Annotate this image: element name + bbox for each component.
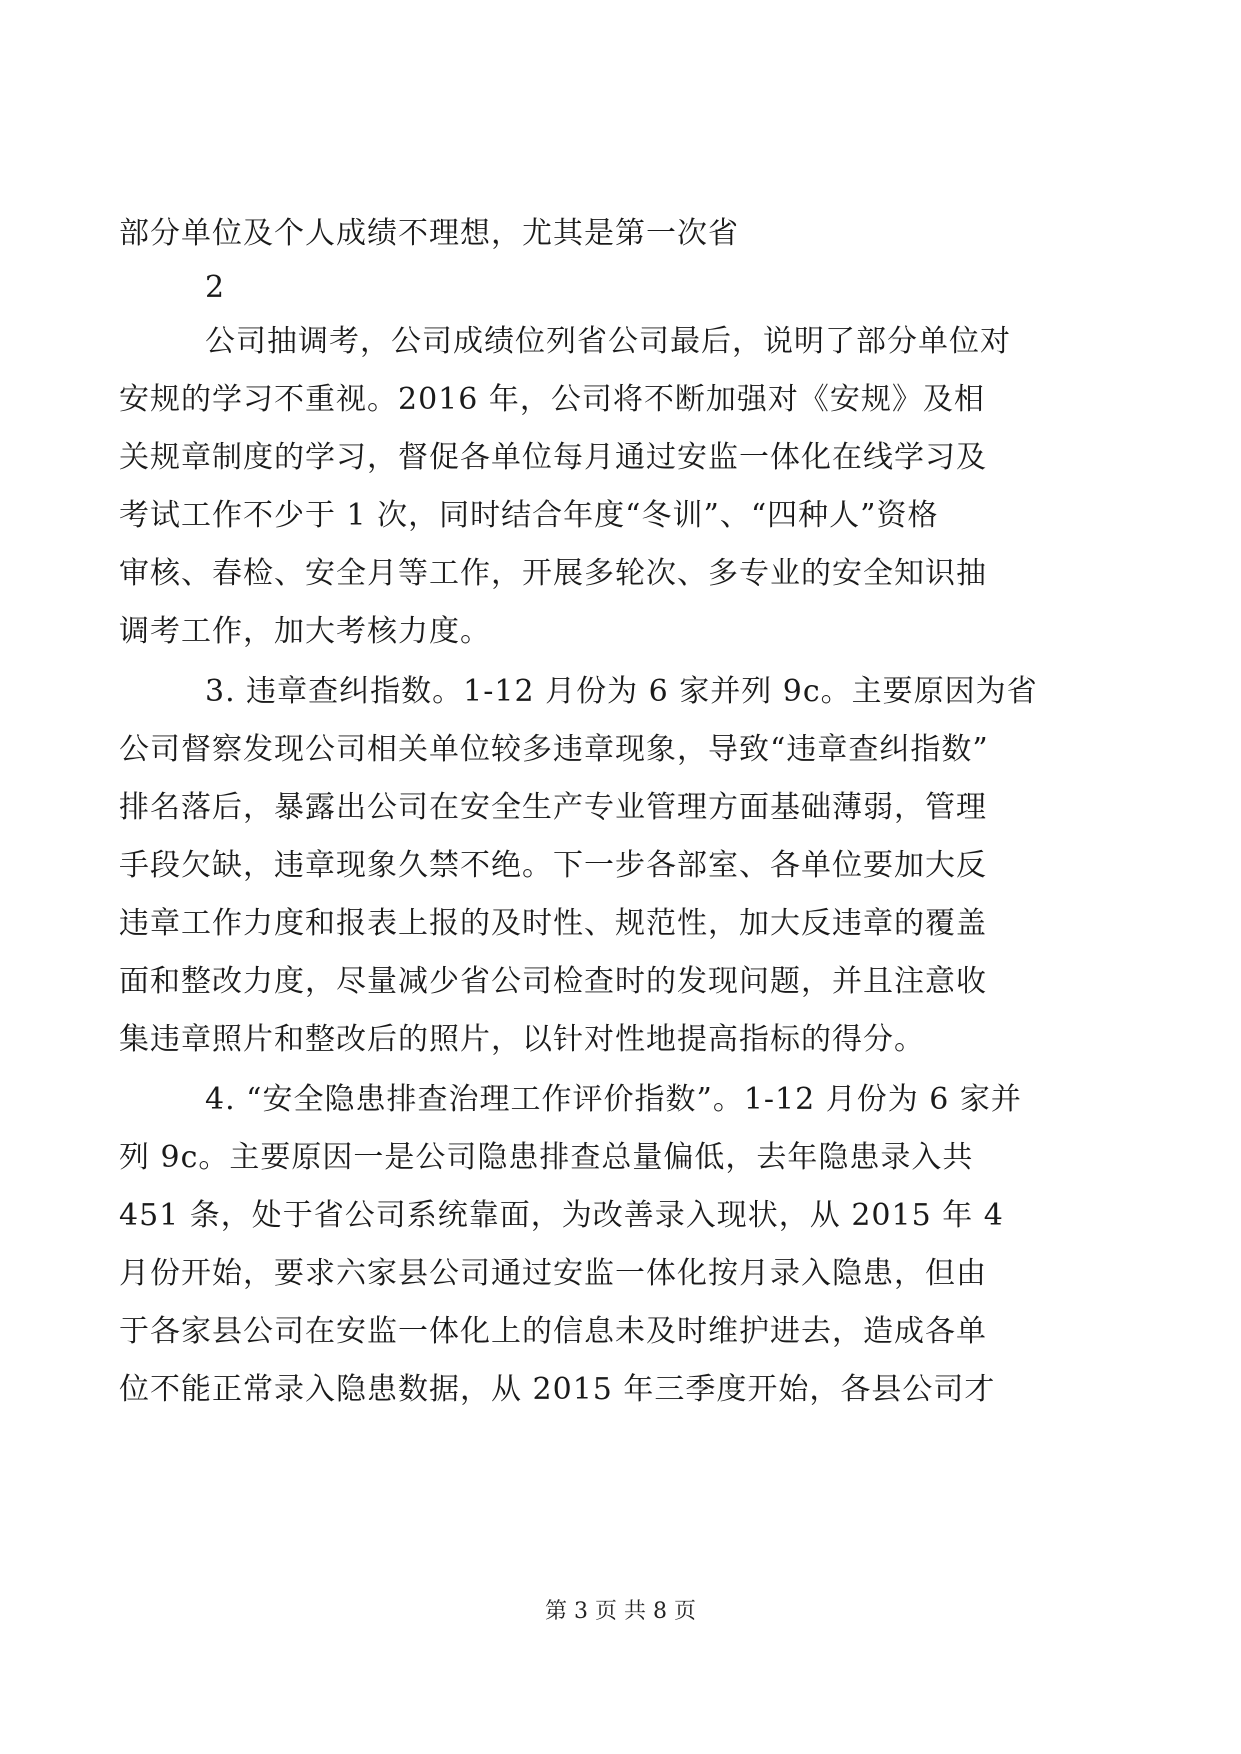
text-line: 3. 违章查纠指数。1-12 月份为 6 家并列 9c。主要原因为省: [205, 674, 1038, 709]
text-line: 位不能正常录入隐患数据，从 2015 年三季度开始，各县公司才: [119, 1372, 996, 1407]
text-line: 考试工作不少于 1 次，同时结合年度“冬训”、“四种人”资格: [119, 498, 939, 533]
text-line: 面和整改力度，尽量减少省公司检查时的发现问题，并且注意收: [119, 964, 987, 999]
text-line: 排名落后，暴露出公司在安全生产专业管理方面基础薄弱，管理: [119, 790, 987, 825]
page-number-label: 第 3 页 共 8 页: [545, 1599, 696, 1624]
page-number-marker: 2: [205, 270, 226, 305]
text-line: 手段欠缺，违章现象久禁不绝。下一步各部室、各单位要加大反: [119, 848, 987, 883]
text-line: 审核、春检、安全月等工作，开展多轮次、多专业的安全知识抽: [119, 556, 987, 591]
text-line: 列 9c。主要原因一是公司隐患排查总量偏低，去年隐患录入共: [119, 1140, 974, 1175]
text-line: 451 条，处于省公司系统靠面，为改善录入现状，从 2015 年 4: [119, 1198, 1004, 1233]
text-line: 集违章照片和整改后的照片，以针对性地提高指标的得分。: [119, 1022, 925, 1057]
text-line: 违章工作力度和报表上报的及时性、规范性，加大反违章的覆盖: [119, 906, 987, 941]
text-line: 公司抽调考，公司成绩位列省公司最后，说明了部分单位对: [205, 324, 1011, 359]
text-line: 月份开始，要求六家县公司通过安监一体化按月录入隐患，但由: [119, 1256, 987, 1291]
text-line: 关规章制度的学习，督促各单位每月通过安监一体化在线学习及: [119, 440, 987, 475]
text-line: 安规的学习不重视。2016 年，公司将不断加强对《安规》及相: [119, 382, 985, 417]
text-line: 于各家县公司在安监一体化上的信息未及时维护进去，造成各单: [119, 1314, 987, 1349]
text-line: 调考工作，加大考核力度。: [119, 614, 491, 649]
text-line: 部分单位及个人成绩不理想，尤其是第一次省: [119, 216, 739, 251]
page-footer: [0, 1597, 1241, 1627]
text-line: 4. “安全隐患排查治理工作评价指数”。1-12 月份为 6 家并: [205, 1082, 1022, 1117]
text-line: 公司督察发现公司相关单位较多违章现象，导致“违章查纠指数”: [119, 732, 989, 767]
